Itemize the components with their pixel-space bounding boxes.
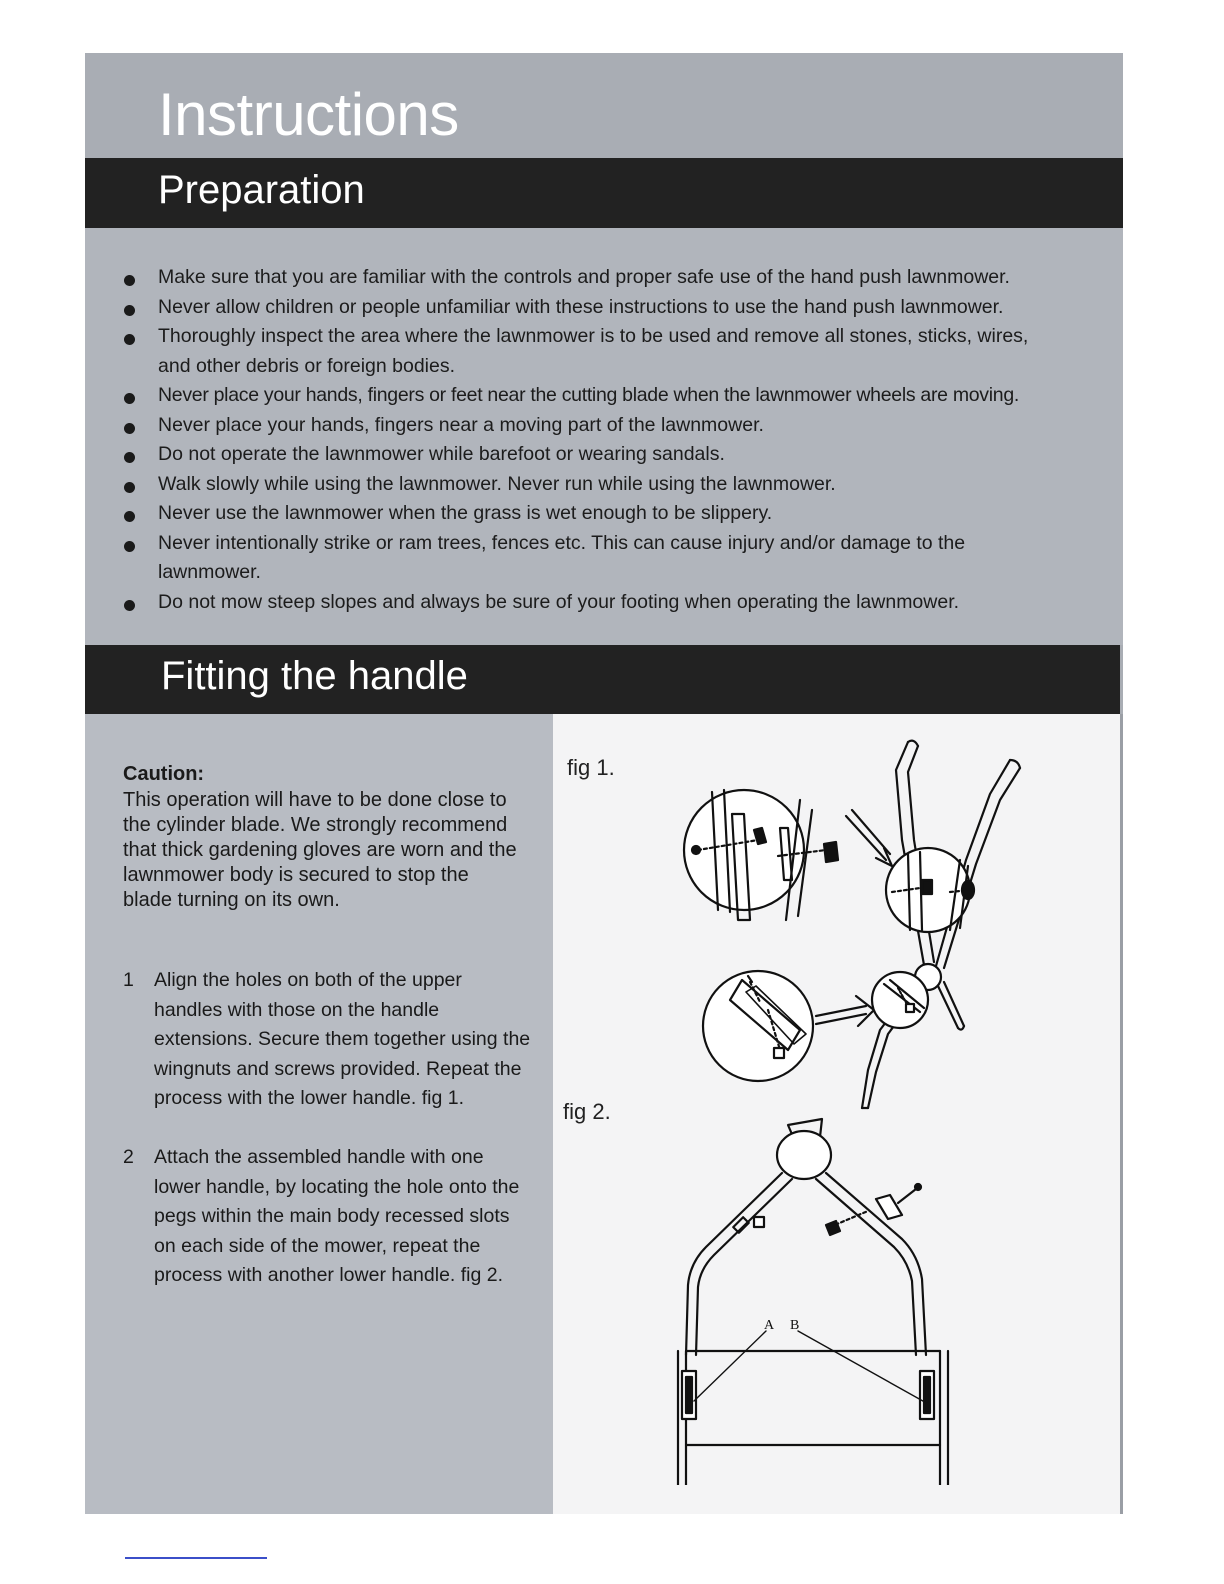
column-edge [1120,714,1123,1514]
caution-title: Caution: [123,763,205,785]
list-item: Thoroughly inspect the area where the lawnmower is to be used and remove all stones, sticks, wires, and other debris or foreign bodies. [120,322,1110,381]
preparation-heading: Preparation [158,168,365,212]
preparation-list [120,263,1110,617]
list-item: Never use the lawnmower when the grass is wet enough to be slippery. [120,499,1110,529]
fitting-heading: Fitting the handle [161,654,468,698]
list-item: Never allow children or people unfamiliar with these instructions to use the hand push lawnmower. [120,293,1110,323]
list-item: Never place your hands, fingers near a moving part of the lawnmower. [120,411,1110,441]
step-number: 2 [123,1146,134,1168]
list-item: Do not mow steep slopes and always be sure of your footing when operating the lawnmower. [120,588,1110,618]
fitting-band [85,645,1120,714]
list-item: Do not operate the lawnmower while barefoot or wearing sandals. [120,440,1110,470]
fig2-marker-a: A [764,1318,775,1333]
fig2-marker-b: B [790,1318,800,1333]
caution-text: This operation will have to be done close to the cylinder blade. We strongly recommend that thick gardening gloves are worn and the lawnmower body is secured to stop the blade turning on its own. [123,789,517,911]
list-item: Make sure that you are familiar with the controls and proper safe use of the hand push lawnmower. [120,263,1110,293]
fig1-handle-assembly-illustration [670,730,1050,1120]
fig2-label: fig 2. [563,1099,611,1124]
list-item: Never place your hands, fingers or feet near the cutting blade when the lawnmower wheels are moving. [120,381,1110,411]
step-text: Align the holes on both of the upper handles with those on the handle extensions. Secure them together using the wingnuts and screws provided. Repeat the process with the lower handle. fig 1. [154,969,531,1109]
fig2-lower-handle-illustration [670,1115,960,1485]
step-number: 1 [123,969,134,991]
fig1-label: fig 1. [567,755,615,780]
step-text: Attach the assembled handle with one lower handle, by locating the hole onto the pegs within the main body recessed slots on each side of the mower, repeat the process with another lower handle. fig 2. [154,1146,520,1286]
list-item: Never intentionally strike or ram trees, fences etc. This can cause injury and/or damage to the lawnmower. [120,529,1110,588]
footer-line [125,1557,267,1559]
step-2 [123,1143,533,1291]
preparation-band [85,158,1123,228]
list-item: Walk slowly while using the lawnmower. Never run while using the lawnmower. [120,470,1110,500]
page-title: Instructions [158,81,459,148]
step-1 [123,966,533,1114]
